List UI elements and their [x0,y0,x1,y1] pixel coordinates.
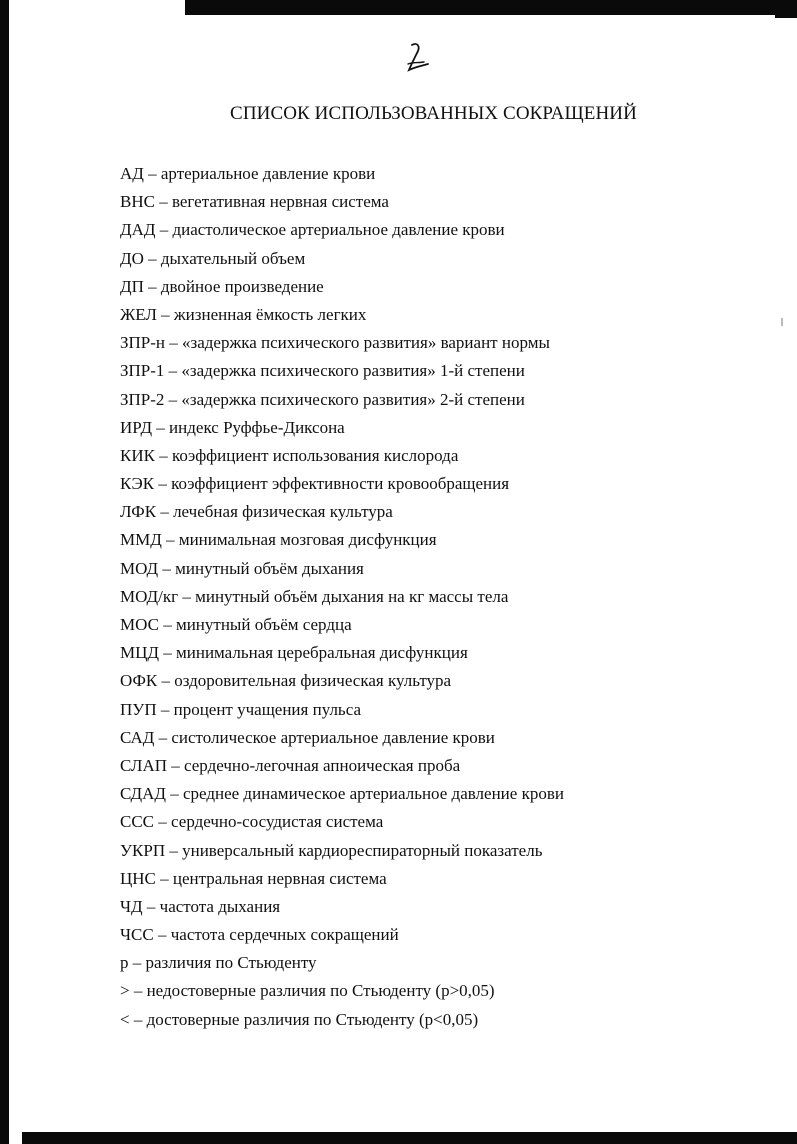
abbreviation-item: < – достоверные различия по Стьюденту (p<0,05) [120,1009,479,1029]
abbreviation-item: ССС – сердечно-сосудистая система [120,812,384,832]
abbreviation-item: ДАД – диастолическое артериальное давление крови [120,220,505,240]
abbreviation-item: ЗПР-н – «задержка психического развития» вариант нормы [120,333,550,353]
abbreviation-item: ЧД – частота дыхания [120,896,281,916]
scan-border-bottom [22,1132,797,1144]
page-title: СПИСОК ИСПОЛЬЗОВАННЫХ СОКРАЩЕНИЙ [230,103,637,124]
abbreviation-item: ВНС – вегетативная нервная система [120,192,389,212]
abbreviation-item: ДП – двойное произведение [120,276,324,296]
abbreviation-item: ЗПР-1 – «задержка психического развития» 1-й степени [120,361,525,381]
abbreviation-item: > – недостоверные различия по Стьюденту (p>0,05) [120,981,495,1001]
scan-border-left [0,0,9,1144]
abbreviation-item: ЧСС – частота сердечных сокращений [120,925,399,945]
abbreviation-item: ЖЕЛ – жизненная ёмкость легких [120,304,367,324]
scan-speck [781,318,783,326]
abbreviation-item: р – различия по Стьюденту [120,953,317,973]
abbreviation-item: КИК – коэффициент использования кислорода [120,445,459,465]
abbreviation-item: МОС – минутный объём сердца [120,615,352,634]
abbreviation-item: ИРД – индекс Руффье-Диксона [120,417,345,437]
scan-border-top-right [775,0,797,18]
abbreviation-item: ЗПР-2 – «задержка психического развития» 2-й степени [120,389,525,409]
abbreviation-item: ОФК – оздоровительная физическая культура [120,671,452,691]
abbreviation-item: КЭК – коэффициент эффективности кровообращения [120,474,510,494]
abbreviation-item: СЛАП – сердечно-легочная апноическая проба [120,755,461,775]
abbreviation-item: ЛФК – лечебная физическая культура [120,502,393,522]
abbreviation-item: МОД – минутный объём дыхания [120,558,364,578]
abbreviation-item: УКРП – универсальный кардиореспираторный показатель [120,840,543,860]
abbreviation-item: ПУП – процент учащения пульса [120,699,361,719]
abbreviation-list [120,160,564,1034]
abbreviation-item: МОД/кг – минутный объём дыхания на кг массы тела [120,586,509,606]
abbreviation-item: САД – систолическое артериальное давление крови [120,727,495,747]
abbreviation-item: СДАД – среднее динамическое артериальное давление крови [120,784,564,804]
abbreviation-item: ДО – дыхательный объем [120,248,306,268]
abbreviation-item: ММД – минимальная мозговая дисфункция [120,530,437,550]
abbreviation-item: ЦНС – центральная нервная система [120,868,387,888]
abbreviation-item: АД – артериальное давление крови [120,164,376,183]
scan-border-top [185,0,797,15]
handwritten-page-number [405,40,431,74]
abbreviation-item: МЦД – минимальная церебральная дисфункция [120,643,468,663]
